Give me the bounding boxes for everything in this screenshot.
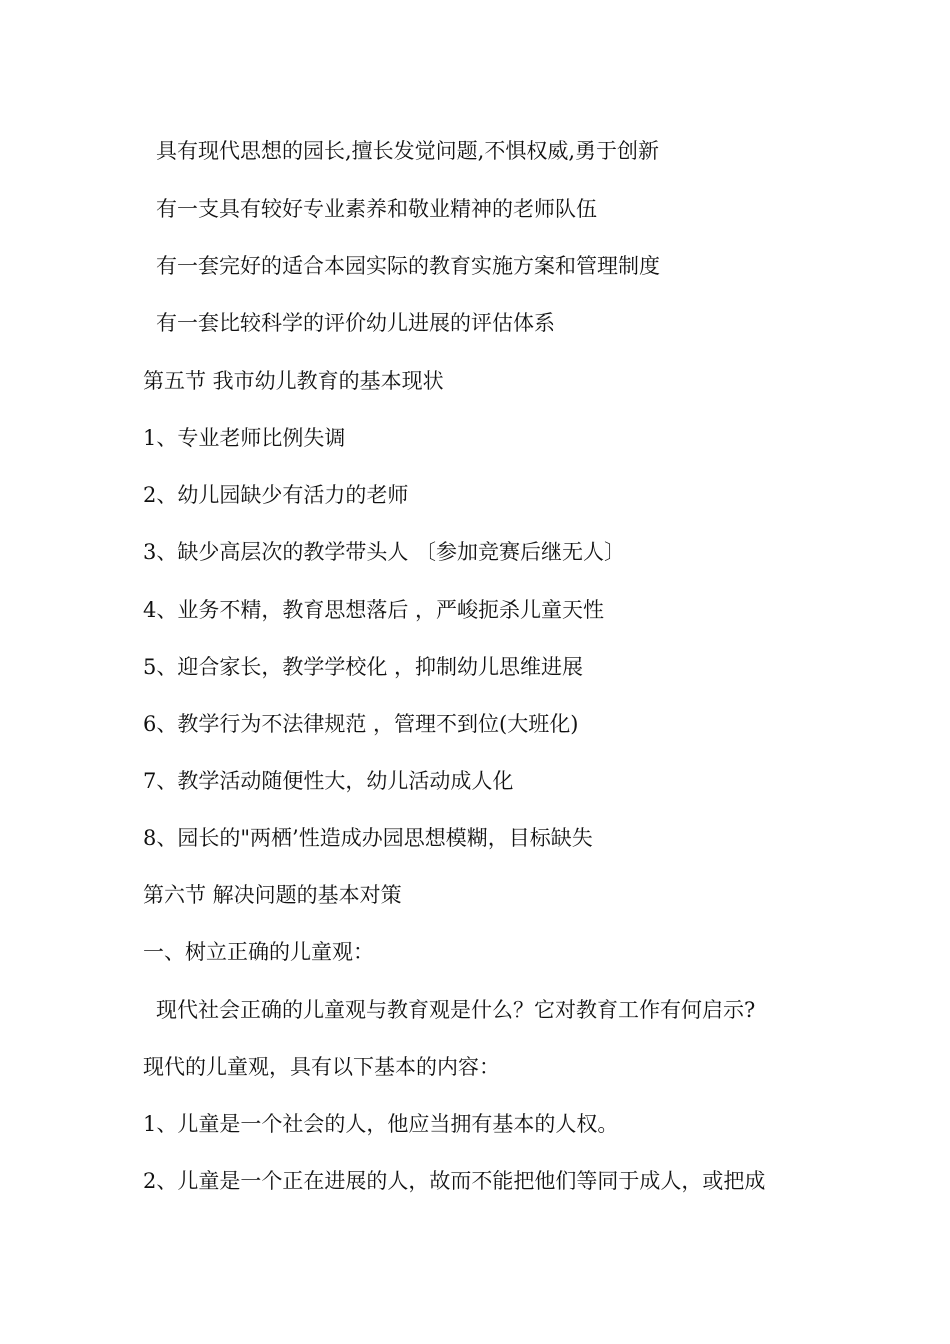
question-line: 现代社会正确的儿童观与教育观是什么？它对教育工作有何启示? bbox=[156, 998, 756, 1022]
section-heading-5: 第五节 我市幼儿教育的基本现状 bbox=[143, 369, 444, 393]
list-item: 6、教学行为不法律规范 ，管理不到位(大班化) bbox=[143, 712, 579, 736]
list-item: 1、儿童是一个社会的人，他应当拥有基本的人权。 bbox=[143, 1112, 619, 1136]
principal-qualities-line: 具有现代思想的园长,擅长发觉问题,不惧权威,勇于创新 bbox=[156, 139, 660, 163]
evaluation-system-line: 有一套比较科学的评价幼儿进展的评估体系 bbox=[156, 311, 555, 335]
subheading-child-view: 一、树立正确的儿童观： bbox=[143, 940, 374, 964]
section-heading-6: 第六节 解决问题的基本对策 bbox=[143, 883, 402, 907]
intro-line: 现代的儿童观，具有以下基本的内容： bbox=[143, 1055, 500, 1079]
list-item: 8、园长的"两栖’性造成办园思想模糊，目标缺失 bbox=[143, 826, 593, 850]
list-item: 2、儿童是一个正在进展的人，故而不能把他们等同于成人，或把成 bbox=[143, 1169, 766, 1193]
list-item: 3、缺少高层次的教学带头人 〔参加竞赛后继无人〕 bbox=[143, 540, 626, 564]
list-item: 2、幼儿园缺少有活力的老师 bbox=[143, 483, 409, 507]
management-system-line: 有一套完好的适合本园实际的教育实施方案和管理制度 bbox=[156, 254, 660, 278]
list-item: 4、业务不精，教育思想落后 ，严峻扼杀儿童天性 bbox=[143, 598, 605, 622]
list-item: 1、专业老师比例失调 bbox=[143, 426, 346, 450]
teacher-team-line: 有一支具有较好专业素养和敬业精神的老师队伍 bbox=[156, 197, 597, 221]
list-item: 5、迎合家长，教学学校化 ，抑制幼儿思维进展 bbox=[143, 655, 584, 679]
list-item: 7、教学活动随便性大，幼儿活动成人化 bbox=[143, 769, 514, 793]
